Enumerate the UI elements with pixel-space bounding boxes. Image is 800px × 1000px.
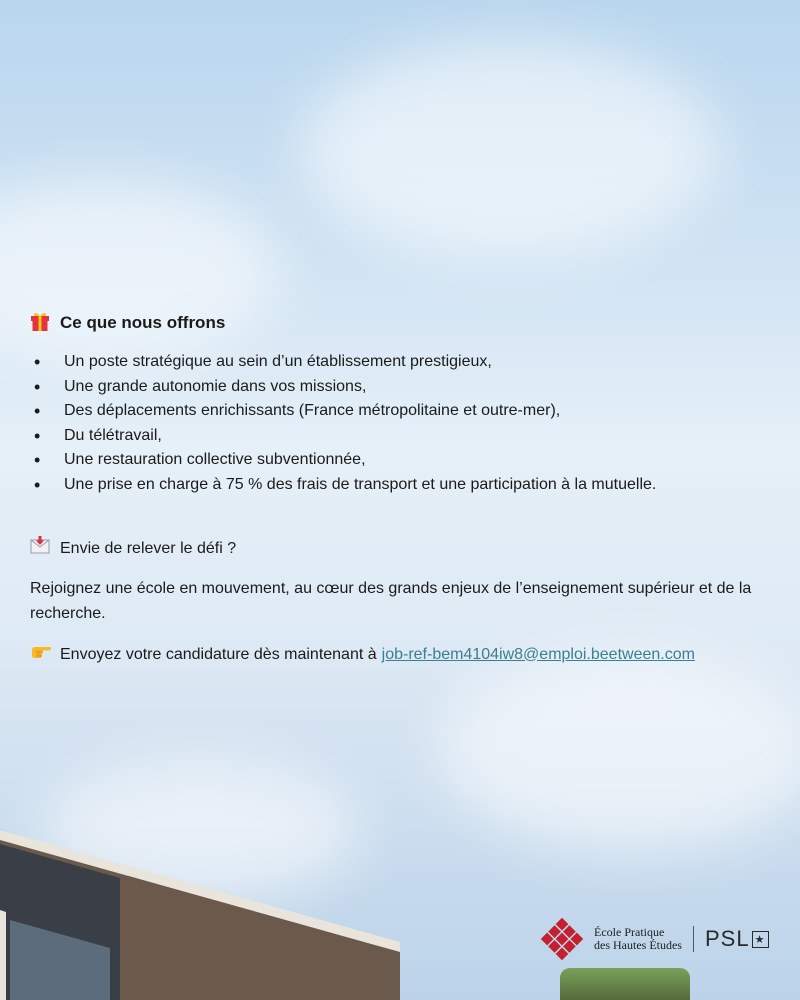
logo-divider: [693, 926, 694, 952]
list-item: • Du télétravail,: [30, 424, 770, 449]
list-item: • Une restauration collective subventionnée,: [30, 448, 770, 473]
challenge-heading: [30, 536, 770, 562]
challenge-paragraph: Rejoignez une école en mouvement, au cœur des grands enjeux de l’enseignement supérieur et de la recherche.: [30, 579, 752, 622]
psl-text: PSL: [704, 926, 750, 951]
apply-text: Envoyez votre candidature dès maintenant à: [60, 645, 377, 663]
list-item: • Des déplacements enrichissants (France métropolitaine et outre-mer),: [30, 399, 770, 424]
psl-logo: [705, 926, 769, 952]
list-item: • Une prise en charge à 75 % des frais de transport et une participation à la mutuelle.: [30, 473, 770, 498]
pointing-hand-icon: [30, 642, 52, 668]
apply-line: [30, 642, 770, 668]
cloud-decoration: [440, 650, 800, 850]
list-item: • Un poste stratégique au sein d’un établissement prestigieux,: [30, 350, 770, 375]
star-icon: ★: [752, 931, 769, 948]
offers-list: [30, 350, 770, 498]
gift-icon: [30, 310, 52, 337]
logo-text: [594, 926, 682, 952]
envelope-download-icon: [30, 536, 52, 562]
offers-heading: [30, 308, 770, 338]
offers-heading-text: Ce que nous offrons: [60, 313, 226, 332]
building-image: [0, 830, 400, 1000]
list-item: • Une grande autonomie dans vos missions,: [30, 375, 770, 400]
ephe-diamond-logo-icon: [538, 915, 586, 963]
email-link[interactable]: job-ref-bem4104iw8@emploi.beetween.com: [381, 645, 695, 663]
logo-line-2: des Hautes Études: [594, 938, 682, 952]
ephe-psl-logo: [538, 915, 769, 963]
logo-line-1: École Pratique: [594, 925, 665, 939]
rooftop-plants: [560, 968, 690, 1000]
job-offer-content: [30, 308, 770, 668]
challenge-title: Envie de relever le défi ?: [60, 539, 237, 557]
challenge-section: [30, 536, 770, 668]
cloud-decoration: [300, 40, 720, 260]
